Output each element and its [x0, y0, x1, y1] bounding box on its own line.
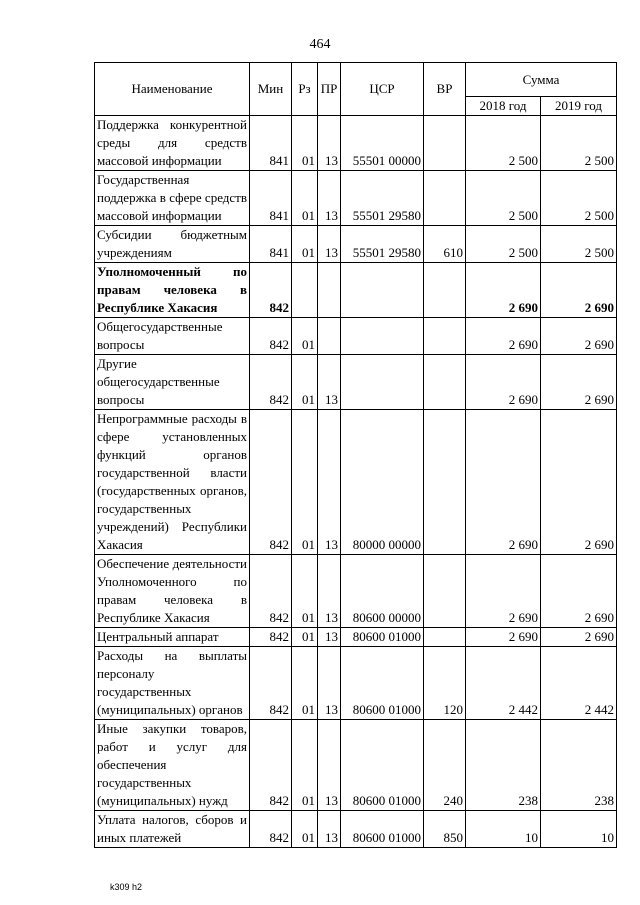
cell-name: Иные закупки товаров, работ и услуг для обеспечения государственных (муниципальных) нужд [95, 720, 250, 811]
cell-vr: 120 [424, 647, 466, 720]
cell-rz: 01 [292, 355, 318, 410]
cell-name: Непрограммные расходы в сфере установленных функций органов государственной власти (государственных органов, государственных учреждений) Республики Хакасия [95, 410, 250, 555]
cell-pr: 13 [318, 628, 341, 647]
cell-sum-2019: 2 690 [541, 318, 617, 355]
cell-pr: 13 [318, 811, 341, 848]
cell-sum-2018: 2 690 [466, 555, 541, 628]
cell-name: Расходы на выплаты персоналу государственных (муниципальных) органов [95, 647, 250, 720]
cell-csr: 80600 01000 [341, 628, 424, 647]
cell-csr [341, 318, 424, 355]
cell-vr: 610 [424, 226, 466, 263]
cell-min: 841 [250, 116, 292, 171]
page-number: 464 [309, 37, 331, 52]
cell-rz: 01 [292, 720, 318, 811]
cell-csr: 80600 00000 [341, 555, 424, 628]
cell-sum-2018: 2 500 [466, 116, 541, 171]
cell-pr [318, 318, 341, 355]
table-row [95, 116, 617, 171]
cell-rz: 01 [292, 647, 318, 720]
cell-name: Субсидии бюджетным учреждениям [95, 226, 250, 263]
cell-rz [292, 263, 318, 318]
table-row [95, 555, 617, 628]
cell-pr [318, 263, 341, 318]
header-vr: ВР [424, 63, 466, 116]
table-row [95, 355, 617, 410]
cell-sum-2018: 2 690 [466, 318, 541, 355]
cell-sum-2018: 2 690 [466, 263, 541, 318]
cell-rz: 01 [292, 171, 318, 226]
cell-min: 842 [250, 720, 292, 811]
cell-sum-2018: 2 442 [466, 647, 541, 720]
cell-sum-2018: 238 [466, 720, 541, 811]
cell-pr: 13 [318, 116, 341, 171]
cell-min: 842 [250, 628, 292, 647]
table-row [95, 226, 617, 263]
cell-csr: 55501 29580 [341, 226, 424, 263]
cell-sum-2018: 2 690 [466, 628, 541, 647]
cell-sum-2019: 238 [541, 720, 617, 811]
cell-sum-2019: 10 [541, 811, 617, 848]
cell-sum-2019: 2 690 [541, 410, 617, 555]
cell-min: 842 [250, 318, 292, 355]
header-name: Наименование [95, 63, 250, 116]
header-csr: ЦСР [341, 63, 424, 116]
cell-rz: 01 [292, 628, 318, 647]
cell-min: 841 [250, 171, 292, 226]
table-row [95, 628, 617, 647]
cell-sum-2019: 2 500 [541, 171, 617, 226]
cell-pr: 13 [318, 355, 341, 410]
cell-min: 842 [250, 355, 292, 410]
table-row [95, 647, 617, 720]
cell-sum-2018: 2 690 [466, 355, 541, 410]
cell-min: 842 [250, 410, 292, 555]
cell-rz: 01 [292, 226, 318, 263]
cell-sum-2019: 2 690 [541, 555, 617, 628]
cell-csr [341, 263, 424, 318]
cell-pr: 13 [318, 720, 341, 811]
header-sum: Сумма [466, 63, 617, 97]
table-body [95, 116, 617, 848]
header-pr: ПР [318, 63, 341, 116]
footer-code: k309 h2 [110, 882, 143, 892]
cell-vr [424, 355, 466, 410]
cell-min: 841 [250, 226, 292, 263]
cell-rz: 01 [292, 116, 318, 171]
cell-min: 842 [250, 263, 292, 318]
cell-name: Государственная поддержка в сфере средств массовой информации [95, 171, 250, 226]
cell-min: 842 [250, 811, 292, 848]
cell-vr [424, 555, 466, 628]
cell-sum-2019: 2 500 [541, 226, 617, 263]
cell-csr [341, 355, 424, 410]
cell-sum-2019: 2 442 [541, 647, 617, 720]
header-year-2019: 2019 год [541, 97, 617, 116]
cell-csr: 80600 01000 [341, 811, 424, 848]
cell-csr: 55501 29580 [341, 171, 424, 226]
cell-csr: 55501 00000 [341, 116, 424, 171]
header-year-2018: 2018 год [466, 97, 541, 116]
header-rz: Рз [292, 63, 318, 116]
cell-name: Общегосударственные вопросы [95, 318, 250, 355]
cell-vr [424, 318, 466, 355]
cell-vr [424, 171, 466, 226]
table-row [95, 410, 617, 555]
cell-min: 842 [250, 647, 292, 720]
cell-csr: 80600 01000 [341, 647, 424, 720]
table-row [95, 811, 617, 848]
table-row [95, 263, 617, 318]
cell-vr [424, 628, 466, 647]
cell-vr [424, 263, 466, 318]
cell-sum-2019: 2 690 [541, 355, 617, 410]
table-row [95, 720, 617, 811]
cell-sum-2019: 2 500 [541, 116, 617, 171]
cell-min: 842 [250, 555, 292, 628]
cell-sum-2018: 2 500 [466, 226, 541, 263]
cell-name: Уполномоченный по правам человека в Республике Хакасия [95, 263, 250, 318]
cell-pr: 13 [318, 647, 341, 720]
cell-sum-2018: 2 500 [466, 171, 541, 226]
cell-vr [424, 410, 466, 555]
cell-sum-2019: 2 690 [541, 263, 617, 318]
cell-vr: 850 [424, 811, 466, 848]
cell-sum-2019: 2 690 [541, 628, 617, 647]
cell-rz: 01 [292, 555, 318, 628]
cell-rz: 01 [292, 410, 318, 555]
cell-name: Другие общегосударственные вопросы [95, 355, 250, 410]
budget-table [94, 62, 617, 848]
cell-vr [424, 116, 466, 171]
cell-name: Центральный аппарат [95, 628, 250, 647]
cell-name: Уплата налогов, сборов и иных платежей [95, 811, 250, 848]
table-row [95, 318, 617, 355]
cell-csr: 80600 01000 [341, 720, 424, 811]
cell-csr: 80000 00000 [341, 410, 424, 555]
cell-pr: 13 [318, 171, 341, 226]
cell-sum-2018: 2 690 [466, 410, 541, 555]
cell-name: Поддержка конкурентной среды для средств массовой информации [95, 116, 250, 171]
header-min: Мин [250, 63, 292, 116]
cell-pr: 13 [318, 410, 341, 555]
cell-sum-2018: 10 [466, 811, 541, 848]
cell-pr: 13 [318, 226, 341, 263]
cell-name: Обеспечение деятельности Уполномоченного по правам человека в Республике Хакасия [95, 555, 250, 628]
cell-pr: 13 [318, 555, 341, 628]
table-row [95, 171, 617, 226]
cell-vr: 240 [424, 720, 466, 811]
cell-rz: 01 [292, 811, 318, 848]
cell-rz: 01 [292, 318, 318, 355]
